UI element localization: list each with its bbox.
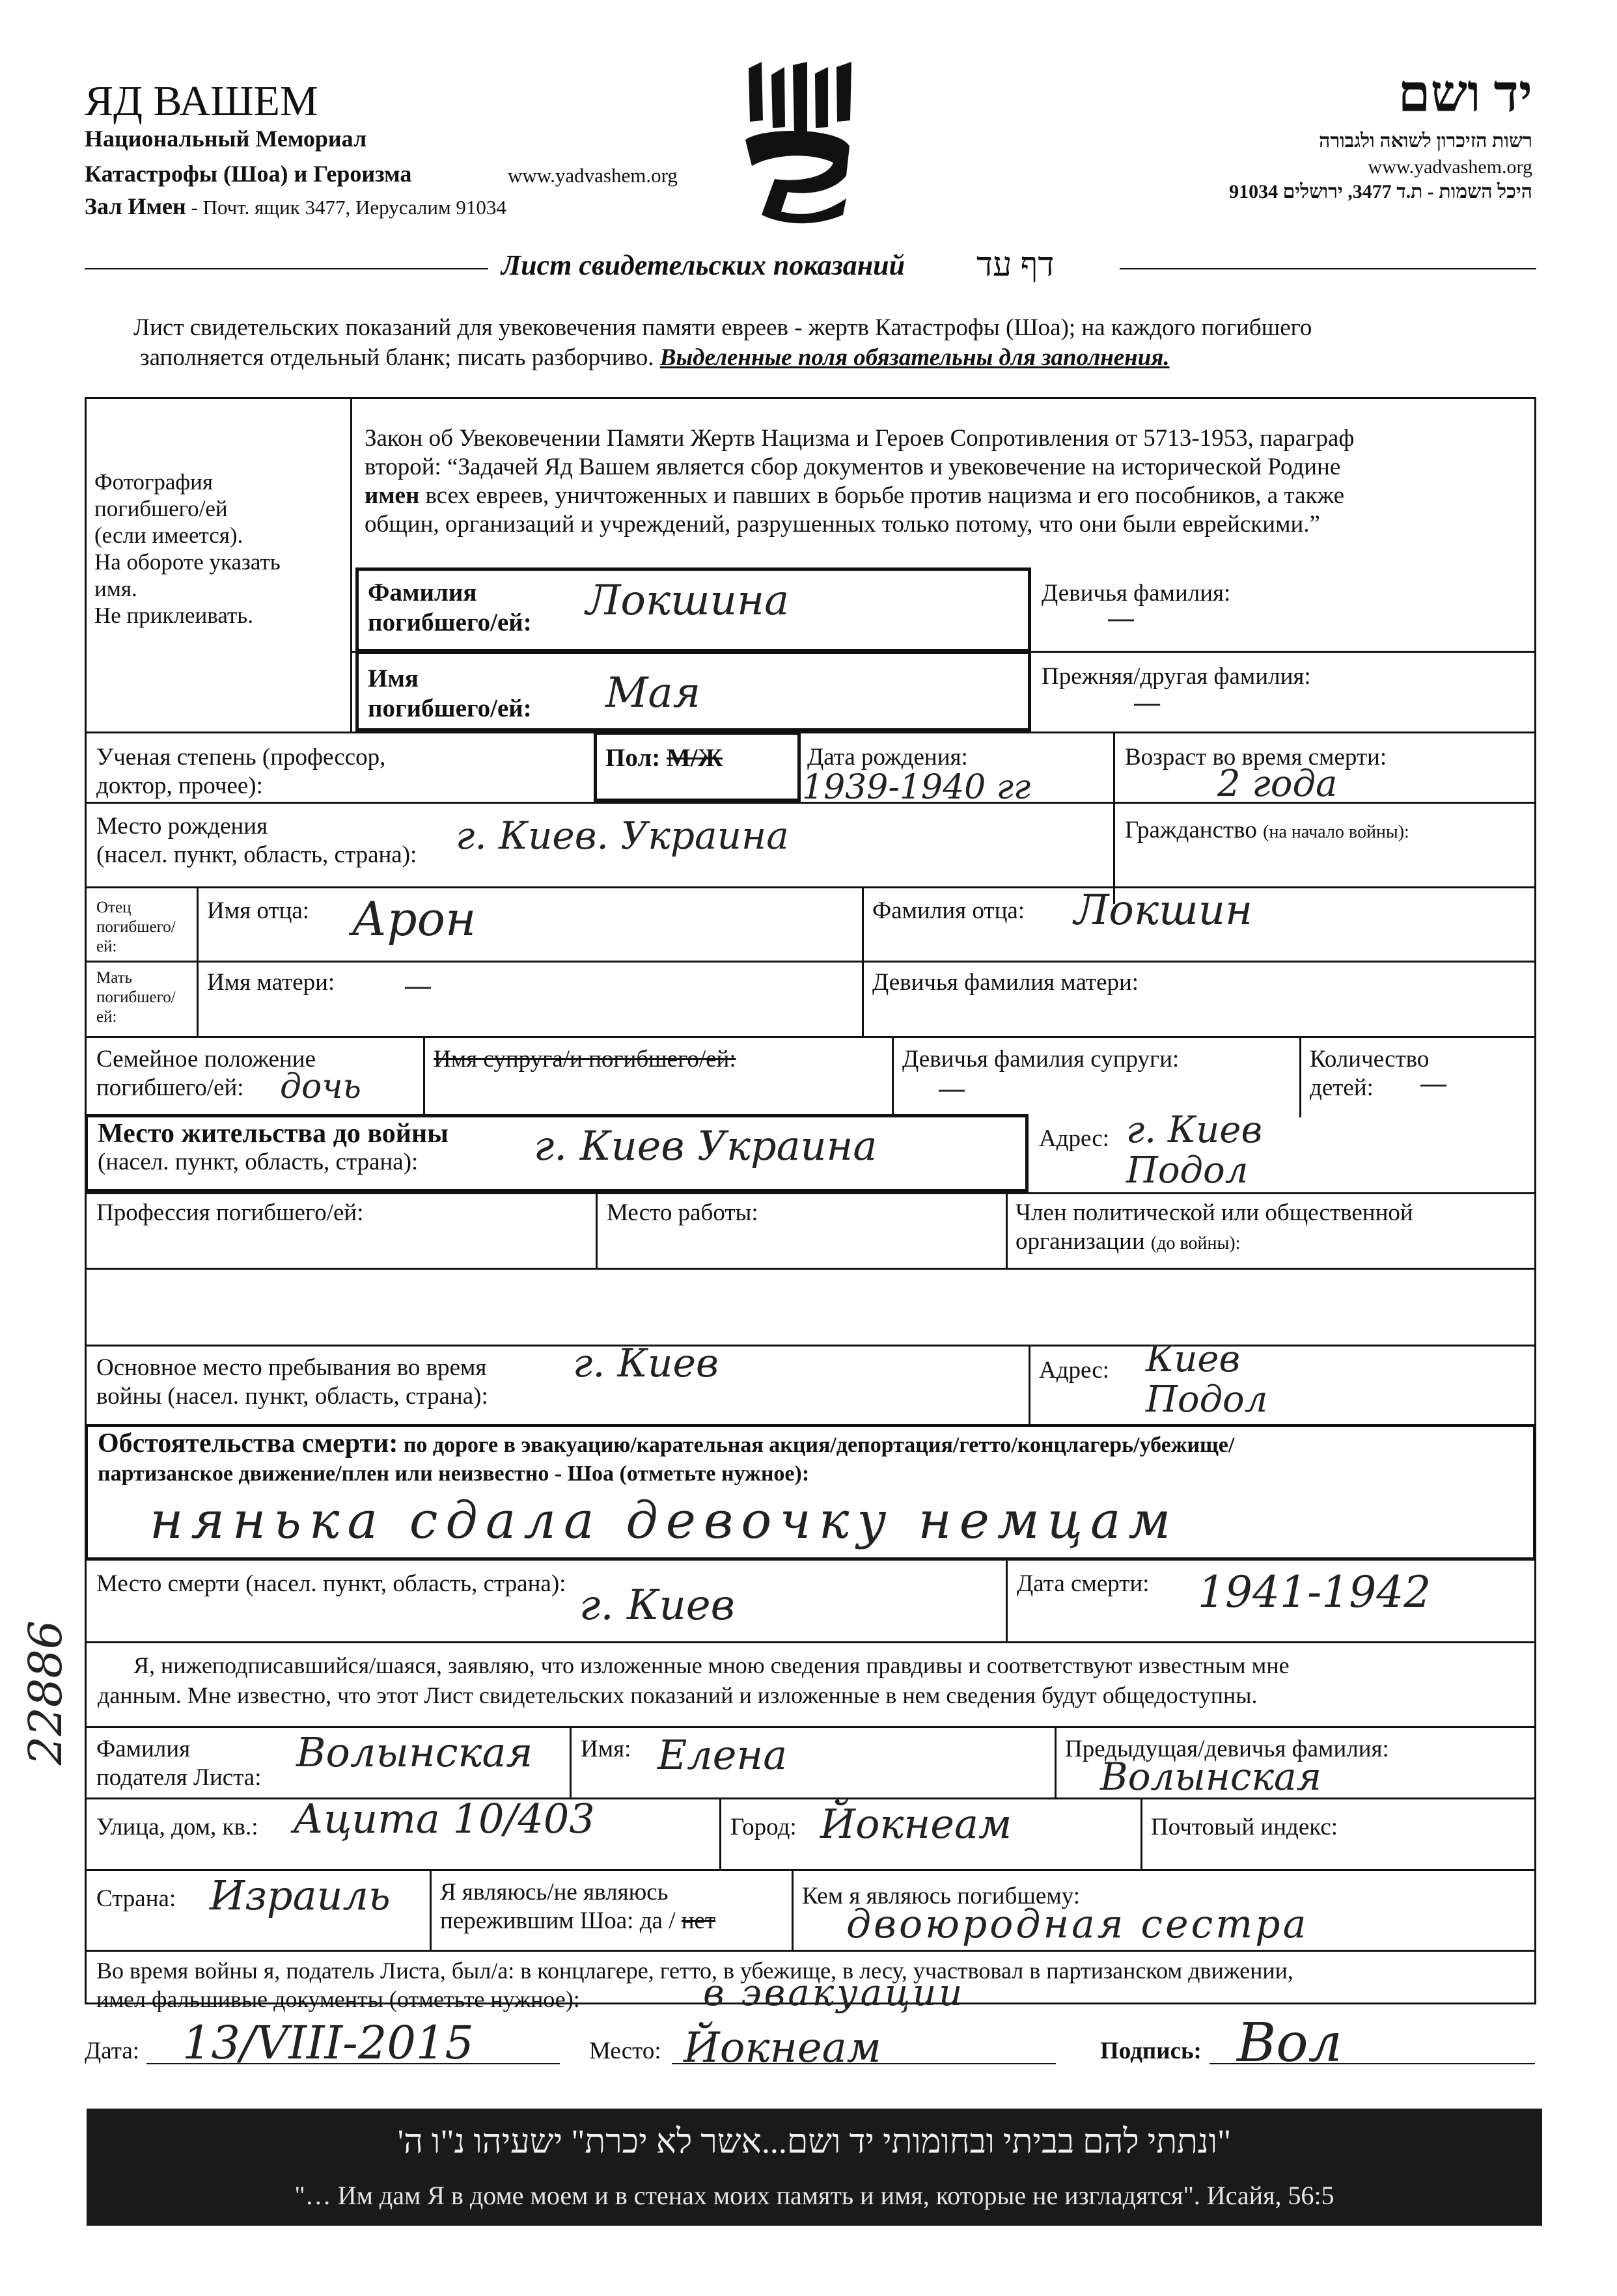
row-line-10 xyxy=(85,1726,1536,1728)
wartime-address-l2: Подол xyxy=(1146,1378,1268,1421)
row-line-6 xyxy=(85,1192,1536,1194)
membership-l2 xyxy=(1016,1227,1413,1256)
place-value[interactable]: Йокнеам xyxy=(684,2024,881,2072)
circumstances-value[interactable]: нянька сдала девочку немцам xyxy=(150,1492,1179,1550)
degree-label-l1: Ученая степень (профессор, xyxy=(96,744,386,771)
mother-name-label: Имя матери: xyxy=(207,969,335,996)
father-surname-value[interactable]: Локшин xyxy=(1074,886,1253,935)
birthplace-value[interactable]: г. Киев. Украина xyxy=(456,813,789,858)
intro-text: заполняется отдельный бланк; писать разборчиво. xyxy=(140,344,660,371)
form-title-ru: Лист свидетельских показаний xyxy=(501,249,905,281)
street-value[interactable]: Ацита 10/403 xyxy=(293,1795,595,1842)
during-war-l2: имел фальшивые документы (отметьте нужное): xyxy=(96,1986,580,2012)
photo-note-l1: Фотография xyxy=(94,469,213,495)
city-label: Город: xyxy=(730,1814,797,1840)
title-rule-right xyxy=(1120,268,1536,269)
birthplace-label-l1: Место рождения xyxy=(96,813,268,840)
wartime-value[interactable]: г. Киев xyxy=(573,1341,719,1386)
col-line-deathdate xyxy=(1006,1561,1008,1641)
father-side-l3: ей: xyxy=(96,938,117,955)
deathplace-label: Место смерти (насел. пункт, область, страна): xyxy=(96,1570,566,1597)
age-label: Возраст во время смерти: xyxy=(1125,744,1387,771)
row-line-3 xyxy=(85,886,1536,888)
circumstances-label xyxy=(98,1429,1234,1488)
submitter-surname-l1: Фамилия xyxy=(96,1736,191,1762)
row-line-7 xyxy=(85,1268,1536,1270)
father-side-label xyxy=(96,898,176,957)
during-war-label xyxy=(96,1956,1293,2014)
survivor-sep: / xyxy=(662,1907,682,1934)
org-address-he: היכל השמות - ת.ד 3477, ירושלים 91034 xyxy=(1229,181,1532,202)
wartime-address-value[interactable] xyxy=(1146,1339,1267,1420)
workplace-label: Место работы: xyxy=(607,1199,758,1226)
col-line-zip xyxy=(1140,1797,1142,1869)
profession-label: Профессия погибшего/ей: xyxy=(96,1199,364,1226)
col-line-wartime-addr xyxy=(1029,1345,1030,1424)
sex-label xyxy=(605,743,723,772)
country-label: Страна: xyxy=(96,1885,176,1912)
row-line-1 xyxy=(85,731,1536,733)
submitter-prev-label: Предыдущая/девичья фамилия: xyxy=(1065,1736,1389,1762)
deathplace-value[interactable]: г. Киев xyxy=(579,1581,735,1630)
country-value[interactable]: Израиль xyxy=(210,1872,391,1919)
logo-lamed xyxy=(745,131,850,223)
mother-name-value[interactable]: — xyxy=(404,970,432,1003)
zip-label: Почтовый индекс: xyxy=(1151,1814,1338,1840)
sex-value[interactable]: М/Ж xyxy=(666,744,723,772)
org-subtitle-1: Национальный Мемориал xyxy=(85,126,367,152)
declaration-text xyxy=(98,1650,1290,1710)
prewar-address-l2: Подол xyxy=(1126,1149,1249,1192)
org-address-ru xyxy=(85,193,506,220)
father-name-value[interactable]: Арон xyxy=(352,892,477,946)
prewar-label xyxy=(98,1119,449,1177)
date-label: Дата: xyxy=(85,2038,140,2064)
photo-note-l2: погибшего/ей xyxy=(94,496,228,521)
form-title-he: דף עד xyxy=(976,247,1055,284)
sex-label-text: Пол: xyxy=(605,744,661,772)
row-line-12 xyxy=(85,1869,1536,1871)
survivor-l2-text: пережившим Шоа: xyxy=(440,1907,634,1934)
place-label: Место: xyxy=(589,2038,661,2064)
maiden-name-value[interactable]: — xyxy=(1107,602,1135,635)
yad-vashem-logo xyxy=(736,62,866,225)
col-line-children xyxy=(1299,1036,1301,1117)
degree-label-l2: доктор, прочее): xyxy=(96,772,263,799)
surname-value[interactable]: Локшина xyxy=(586,577,790,625)
prewar-label-sub: (насел. пункт, область, страна): xyxy=(98,1149,419,1175)
spouse-maiden-label: Девичья фамилия супруги: xyxy=(902,1046,1180,1073)
row-line-2 xyxy=(85,802,1536,804)
law-names-emph: имен xyxy=(365,482,420,509)
maiden-name-label: Девичья фамилия: xyxy=(1042,580,1231,607)
footer-russian: "… Им дам Я в доме моем и в стенах моих память и имя, которые не изгладятся". Исайя, 56:5 xyxy=(294,2181,1334,2210)
wartime-label-l2: войны (насел. пункт, область, страна): xyxy=(96,1383,488,1410)
signature-value[interactable]: Вол xyxy=(1237,2012,1342,2074)
prewar-address-label: Адрес: xyxy=(1039,1125,1110,1152)
children-label-l2: детей: xyxy=(1310,1074,1374,1101)
citizenship-note: (на начало войны): xyxy=(1263,822,1409,842)
declaration-l2: данным. Мне известно, что этот Лист свидетельских показаний и изложенные в нем сведения будут общедоступны. xyxy=(98,1682,1258,1708)
children-value[interactable]: — xyxy=(1419,1067,1448,1100)
declaration-l1: Я, нижеподписавшийся/шаяся, заявляю, что изложенные мною сведения правдивы и соответствуют известным мне xyxy=(133,1652,1290,1678)
submitter-name-label: Имя: xyxy=(581,1736,631,1762)
col-line-work xyxy=(596,1192,598,1268)
submitter-surname-label xyxy=(96,1735,262,1792)
hall-of-names: Зал Имен xyxy=(85,193,186,219)
address-text: - Почт. ящик 3477, Иерусалим 91034 xyxy=(186,196,506,219)
intro-line-1: Лист свидетельских показаний для увековечения памяти евреев - жертв Катастрофы (Шоа); на каждого погибшего xyxy=(133,314,1312,341)
name-label-l1: Имя xyxy=(368,664,419,692)
prewar-label-bold: Место жительства до войны xyxy=(98,1119,449,1149)
submitter-name-value[interactable]: Елена xyxy=(657,1731,788,1779)
degree-label xyxy=(96,743,385,800)
title-rule-left xyxy=(85,268,488,269)
submitter-surname-l2: подателя Листа: xyxy=(96,1764,262,1791)
signature-label: Подпись: xyxy=(1100,2038,1202,2064)
col-line-sub-prev xyxy=(1055,1726,1057,1797)
name-value[interactable]: Мая xyxy=(605,669,701,717)
father-side-l1: Отец xyxy=(96,899,131,916)
relation-label: Кем я являюсь погибшему: xyxy=(802,1883,1081,1909)
surname-label-l1: Фамилия xyxy=(368,579,477,607)
circumstances-title: Обстоятельства смерти: xyxy=(98,1428,398,1458)
row-line-8 xyxy=(85,1345,1536,1346)
footer-hebrew: "ונתתי להם בביתי ובחומותי יד ושם...אשר לא יכרת" ישעיהו נ"ו ה' xyxy=(397,2124,1232,2161)
org-subtitle-2: Катастрофы (Шоа) и Героизма xyxy=(85,161,412,187)
prewar-address-l1: г. Киев xyxy=(1126,1109,1263,1151)
relation-value[interactable]: двоюродная сестра xyxy=(846,1902,1309,1947)
prewar-address-value[interactable] xyxy=(1126,1110,1262,1191)
col-line-member xyxy=(1006,1192,1008,1268)
previous-name-value[interactable]: — xyxy=(1133,687,1161,720)
wartime-address-label: Адрес: xyxy=(1039,1357,1110,1384)
mother-maiden-label: Девичья фамилия матери: xyxy=(872,969,1139,996)
survivor-no[interactable]: нет xyxy=(681,1907,716,1934)
photo-note-l6: Не приклеивать. xyxy=(94,603,253,628)
surname-label-l2: погибшего/ей: xyxy=(368,608,532,636)
birthplace-label xyxy=(96,812,417,869)
citizenship-label-text: Гражданство xyxy=(1125,817,1257,843)
law-l3 xyxy=(365,482,1354,510)
father-side-l2: погибшего/ xyxy=(96,918,176,936)
photo-note-l4: На обороте указать xyxy=(94,549,281,575)
survivor-l1: Я являюсь/не являюсь xyxy=(440,1879,669,1906)
dob-value[interactable]: 1939-1940 гг xyxy=(802,768,1031,807)
row-line-9 xyxy=(85,1641,1536,1643)
name-label-l2: погибшего/ей: xyxy=(368,694,532,722)
mother-side-l1: Мать xyxy=(96,969,133,987)
membership-l1: Член политической или общественной xyxy=(1016,1199,1413,1226)
city-value[interactable]: Йокнеам xyxy=(820,1800,1012,1848)
name-label xyxy=(368,664,532,724)
survivor-label xyxy=(440,1878,715,1935)
date-value[interactable]: 13/VIII-2015 xyxy=(182,2016,474,2070)
during-war-l1: Во время войны я, податель Листа, был/а: в концлагере, гетто, в убежище, в лесу, участвовал в партизанском движении, xyxy=(96,1958,1293,1984)
intro-line-2 xyxy=(140,344,1170,372)
membership-l2-text: организации xyxy=(1016,1228,1145,1255)
org-name-he: יד ושם xyxy=(1398,66,1532,123)
org-name-ru: ЯД ВАШЕМ xyxy=(85,77,318,125)
birthplace-label-l2: (насел. пункт, область, страна): xyxy=(96,841,417,868)
law-l1: Закон об Увековечении Памяти Жертв Нацизма и Героев Сопротивления от 5713-1953, параграф xyxy=(365,425,1355,452)
col-line-spouse xyxy=(423,1036,425,1117)
law-l2: второй: “Задачей Яд Вашем является сбор документов и увековечение на исторической Родине xyxy=(365,454,1341,480)
spouse-maiden-value[interactable]: — xyxy=(937,1073,966,1106)
col-line-relation xyxy=(792,1869,794,1950)
photo-divider xyxy=(350,397,352,731)
marital-label-l2: погибшего/ей: xyxy=(96,1074,244,1101)
submitter-prev-value[interactable]: Волынская xyxy=(1100,1755,1322,1799)
org-subtitle-he: רשות הזיכרון לשואה ולגבורה xyxy=(1319,130,1532,152)
age-value[interactable]: 2 года xyxy=(1217,763,1338,805)
father-surname-label: Фамилия отца: xyxy=(872,897,1025,924)
children-label-l1: Количество xyxy=(1310,1046,1430,1073)
logo-flames xyxy=(749,62,851,133)
mother-side-label xyxy=(96,968,176,1027)
row-line-13 xyxy=(85,1950,1536,1952)
law-text xyxy=(365,424,1354,539)
spouse-name-label: Имя супруга/и погибшего/ей: xyxy=(434,1046,736,1073)
previous-name-label: Прежняя/другая фамилия: xyxy=(1042,663,1311,690)
col-line-survivor xyxy=(430,1869,432,1950)
surname-label xyxy=(368,578,532,638)
marital-label-l1: Семейное положение xyxy=(96,1046,316,1073)
dob-label: Дата рождения: xyxy=(807,744,968,771)
photo-note-l5: имя. xyxy=(94,576,137,601)
wartime-label xyxy=(96,1354,488,1411)
marital-value[interactable]: дочь xyxy=(280,1067,361,1106)
circumstances-l1 xyxy=(98,1429,1234,1460)
membership-label xyxy=(1016,1199,1413,1256)
during-war-value[interactable]: в эвакуации xyxy=(703,1972,965,2014)
circumstances-options-1: по дороге в эвакуацию/карательная акция/депортация/гетто/концлагерь/убежище/ xyxy=(398,1433,1235,1457)
wartime-label-l1: Основное место пребывания во время xyxy=(96,1354,487,1381)
col-line-city xyxy=(719,1797,721,1869)
row-line-4 xyxy=(85,961,1536,963)
website-right: www.yadvashem.org xyxy=(1368,156,1532,178)
membership-note: (до войны): xyxy=(1150,1233,1241,1253)
website-left: www.yadvashem.org xyxy=(508,164,678,187)
photo-note-l3: (если имеется). xyxy=(94,523,243,548)
mother-side-l3: ей: xyxy=(96,1008,117,1026)
prewar-value[interactable]: г. Киев Украина xyxy=(534,1122,878,1169)
intro-required-note: Выделенные поля обязательны для заполнения. xyxy=(659,344,1170,371)
photo-note xyxy=(94,469,281,629)
col-line-spouse-maiden xyxy=(892,1036,894,1117)
law-l4: общин, организаций и учреждений, разрушенных только потому, что они были еврейскими.” xyxy=(365,511,1320,538)
margin-number: 22886 xyxy=(19,1620,72,1766)
survivor-l2 xyxy=(440,1907,715,1935)
circumstances-l2: партизанское движение/плен или неизвестно - Шоа (отметьте нужное): xyxy=(98,1462,810,1486)
wartime-address-l1: Киев xyxy=(1146,1338,1241,1380)
row-line-5 xyxy=(85,1036,1536,1038)
col-line-sub-name xyxy=(570,1726,572,1797)
deathdate-label: Дата смерти: xyxy=(1017,1570,1150,1597)
father-name-label: Имя отца: xyxy=(207,897,310,924)
col-line-age xyxy=(1113,731,1115,904)
survivor-yes[interactable]: да xyxy=(639,1907,663,1934)
deathdate-value[interactable]: 1941-1942 xyxy=(1198,1567,1431,1617)
submitter-surname-value[interactable]: Волынская xyxy=(296,1729,533,1776)
law-l3-rest: всех евреев, уничтоженных и павших в борьбе против нацизма и его пособников, а также xyxy=(419,482,1344,509)
citizenship-label xyxy=(1125,816,1409,845)
mother-side-l2: погибшего/ xyxy=(96,989,176,1006)
children-label xyxy=(1310,1045,1429,1102)
street-label: Улица, дом, кв.: xyxy=(96,1814,258,1840)
